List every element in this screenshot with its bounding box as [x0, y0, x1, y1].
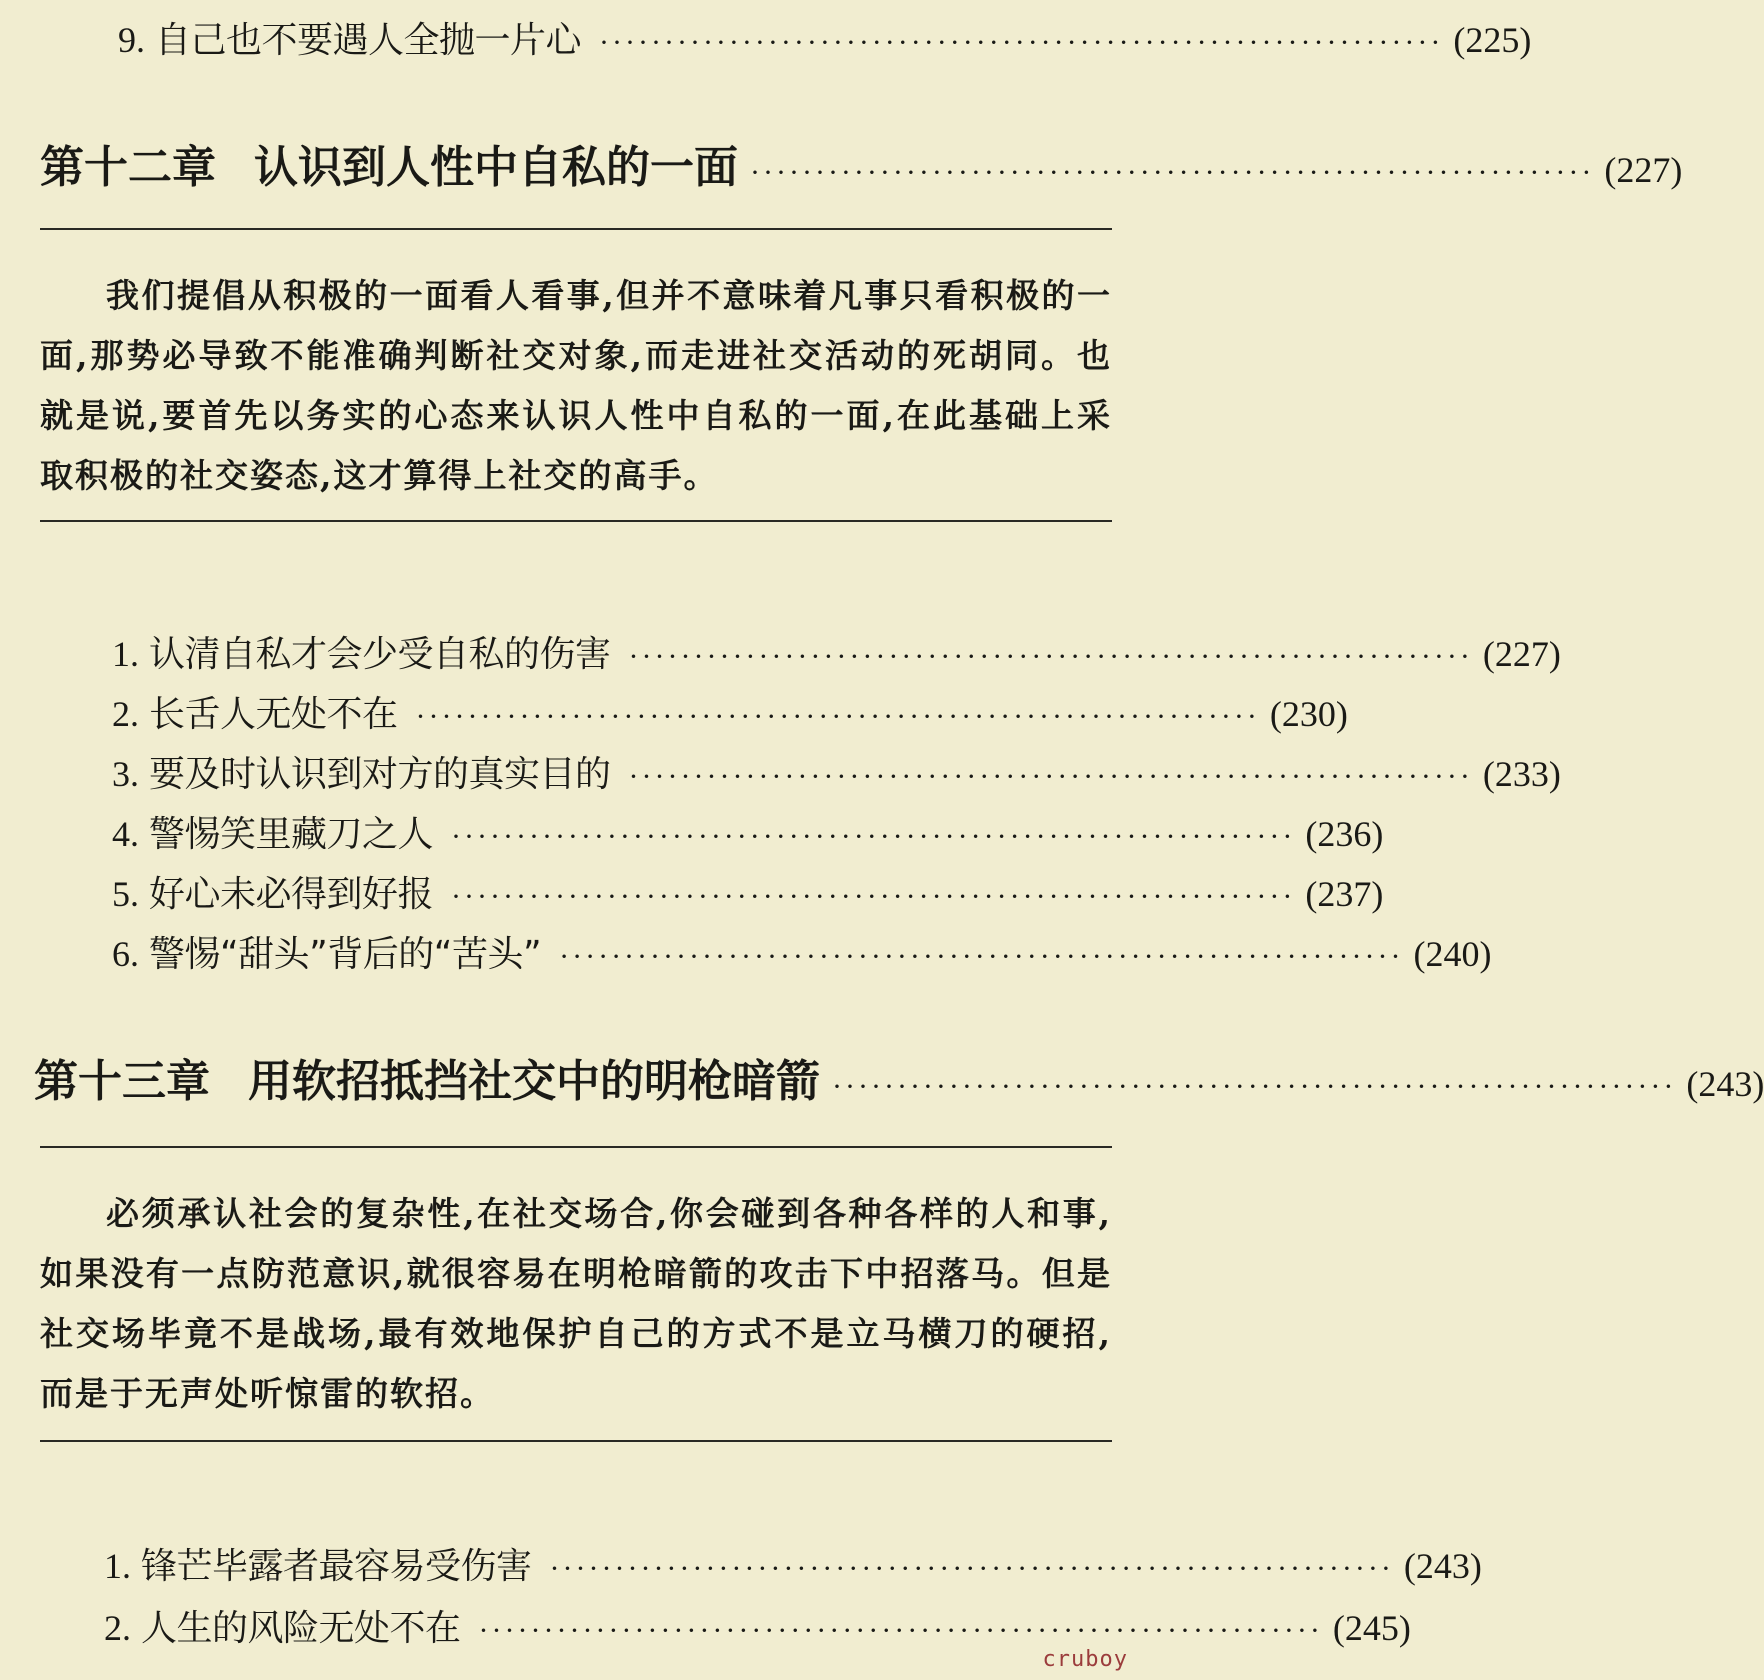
chapter-page-number: (243) [1686, 1064, 1764, 1104]
entry-number: 2. [104, 1608, 131, 1648]
chapter-number: 第十二章 [40, 142, 216, 193]
chapter-page-number: (227) [1604, 150, 1683, 190]
entry-number: 3. [112, 754, 139, 794]
entry-number: 2. [112, 694, 139, 734]
chapter-title: 认识到人性中自私的一面 [254, 142, 738, 193]
dot-leader: ································································· [628, 760, 1473, 793]
entry-title: 警惕“甜头”背后的“苦头” [149, 934, 542, 975]
entry-title: 自己也不要遇人全抛一片心 [155, 20, 582, 61]
toc-entry [104, 1546, 1482, 1587]
toc-entry [112, 814, 1384, 855]
entry-title: 认清自私才会少受自私的伤害 [149, 634, 611, 675]
dot-leader: ································································· [559, 940, 1404, 973]
entry-page-number: (230) [1269, 694, 1348, 734]
entry-page-number: (240) [1413, 934, 1492, 974]
chapter-summary: 必须承认社会的复杂性,在社交场合,你会碰到各种各样的人和事,如果没有一点防范意识,就很容易在明枪暗箭的攻击下中招落马。但是社交场毕竟不是战场,最有效地保护自己的方式不是立马横刀的硬招,而是于无声处听惊雷的软招。 [40, 1194, 1112, 1413]
dot-leader: ································································· [832, 1070, 1677, 1103]
divider-rule [40, 1440, 1112, 1442]
divider-rule [40, 228, 1112, 230]
chapter-heading [40, 142, 1683, 193]
entry-title: 长舌人无处不在 [149, 694, 398, 735]
dot-leader: ································································· [549, 1552, 1394, 1585]
entry-page-number: (233) [1482, 754, 1561, 794]
chapter-heading [34, 1056, 1764, 1107]
dot-leader: ································································· [628, 640, 1473, 673]
dot-leader: ································································· [451, 880, 1296, 913]
chapter-number: 第十三章 [34, 1056, 210, 1107]
dot-leader: ································································· [478, 1614, 1323, 1647]
entry-number: 4. [112, 814, 139, 854]
toc-entry [112, 934, 1492, 975]
entry-title: 锋芒毕露者最容易受伤害 [141, 1546, 532, 1587]
entry-title: 要及时认识到对方的真实目的 [149, 754, 611, 795]
entry-page-number: (237) [1305, 874, 1384, 914]
entry-page-number: (236) [1305, 814, 1384, 854]
chapter-title: 用软招抵挡社交中的明枪暗箭 [248, 1056, 820, 1107]
entry-page-number: (225) [1453, 20, 1532, 60]
toc-entry [118, 20, 1532, 61]
entry-page-number: (227) [1482, 634, 1561, 674]
entry-number: 5. [112, 874, 139, 914]
entry-page-number: (245) [1332, 1608, 1411, 1648]
entry-number: 1. [104, 1546, 131, 1586]
divider-rule [40, 520, 1112, 522]
entry-title: 警惕笑里藏刀之人 [149, 814, 434, 855]
toc-entry [112, 874, 1384, 915]
toc-entry [112, 694, 1348, 735]
entry-number: 6. [112, 934, 139, 974]
dot-leader: ································································· [415, 700, 1260, 733]
entry-number: 1. [112, 634, 139, 674]
entry-page-number: (243) [1403, 1546, 1482, 1586]
dot-leader: ································································· [599, 26, 1444, 59]
chapter-summary: 我们提倡从积极的一面看人看事,但并不意味着凡事只看积极的一面,那势必导致不能准确判断社交对象,而走进社交活动的死胡同。也就是说,要首先以务实的心态来认识人性中自私的一面,在此基础上采取积极的社交姿态,这才算得上社交的高手。 [40, 276, 1112, 495]
entry-title: 人生的风险无处不在 [141, 1608, 461, 1649]
toc-entry [112, 634, 1561, 675]
dot-leader: ································································· [750, 156, 1595, 189]
watermark: cruboy [1042, 1647, 1128, 1672]
dot-leader: ································································· [451, 820, 1296, 853]
entry-number: 9. [118, 20, 145, 60]
toc-entry [112, 754, 1561, 795]
toc-entry [104, 1608, 1411, 1649]
entry-title: 好心未必得到好报 [149, 874, 434, 915]
divider-rule [40, 1146, 1112, 1148]
